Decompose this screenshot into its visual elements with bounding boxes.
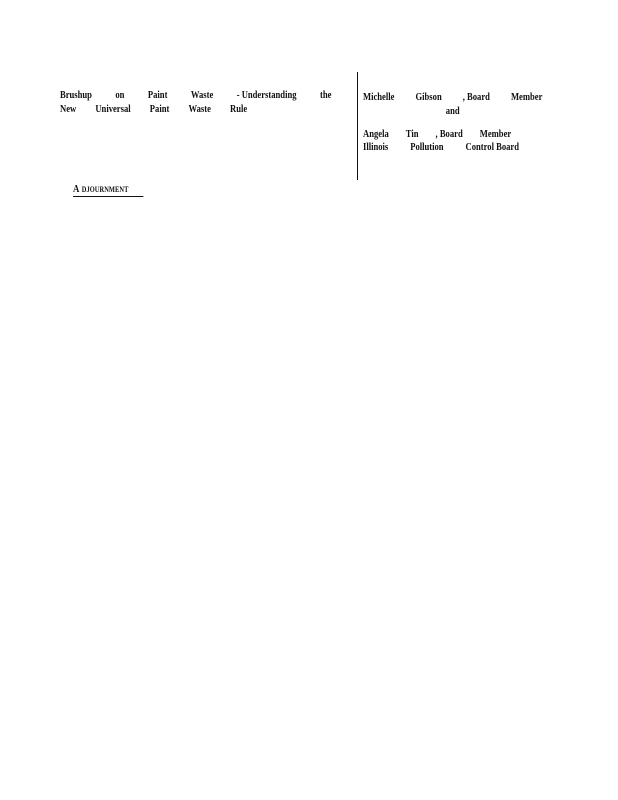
speaker-line-2 [363, 128, 511, 141]
speaker-word: Angela [363, 128, 389, 140]
topic-word: Universal [95, 103, 131, 115]
speaker-line-1 [363, 91, 542, 104]
speaker-word: Member [510, 91, 543, 103]
speaker-conjunction: and [445, 105, 460, 117]
speaker-word: Michelle [363, 91, 395, 103]
speaker-word: Tin [405, 128, 419, 140]
topic-word: the [319, 89, 332, 101]
adjournment-heading [73, 183, 143, 197]
topic-word: Paint [147, 89, 168, 101]
speaker-word: , Board [462, 91, 490, 103]
agenda-topic-line-2 [60, 102, 247, 116]
topic-word: New [60, 103, 77, 115]
topic-word: Waste [188, 103, 211, 115]
topic-word: Paint [149, 103, 170, 115]
agenda-speakers [363, 91, 543, 154]
speaker-word: Illinois [363, 141, 389, 153]
speaker-word: Member [479, 128, 512, 140]
agenda-topic-line-1 [60, 88, 331, 102]
agenda-topic [60, 88, 332, 116]
agenda-row [60, 72, 560, 180]
speaker-word: , Board [435, 128, 463, 140]
speaker-word: Gibson [415, 91, 442, 103]
topic-word: on [115, 89, 125, 101]
adjournment-initial: A [73, 183, 80, 195]
adjournment-rest: DJOURNMENT [81, 185, 129, 194]
speaker-line-3 [363, 141, 519, 154]
topic-word: Rule [230, 103, 248, 115]
topic-word: Waste [190, 89, 214, 101]
speaker-word: Control Board [465, 141, 519, 153]
topic-word: Brushup [60, 89, 92, 101]
column-divider [357, 72, 358, 180]
speaker-word: Pollution [410, 141, 444, 153]
topic-word: - Understanding [236, 89, 297, 101]
